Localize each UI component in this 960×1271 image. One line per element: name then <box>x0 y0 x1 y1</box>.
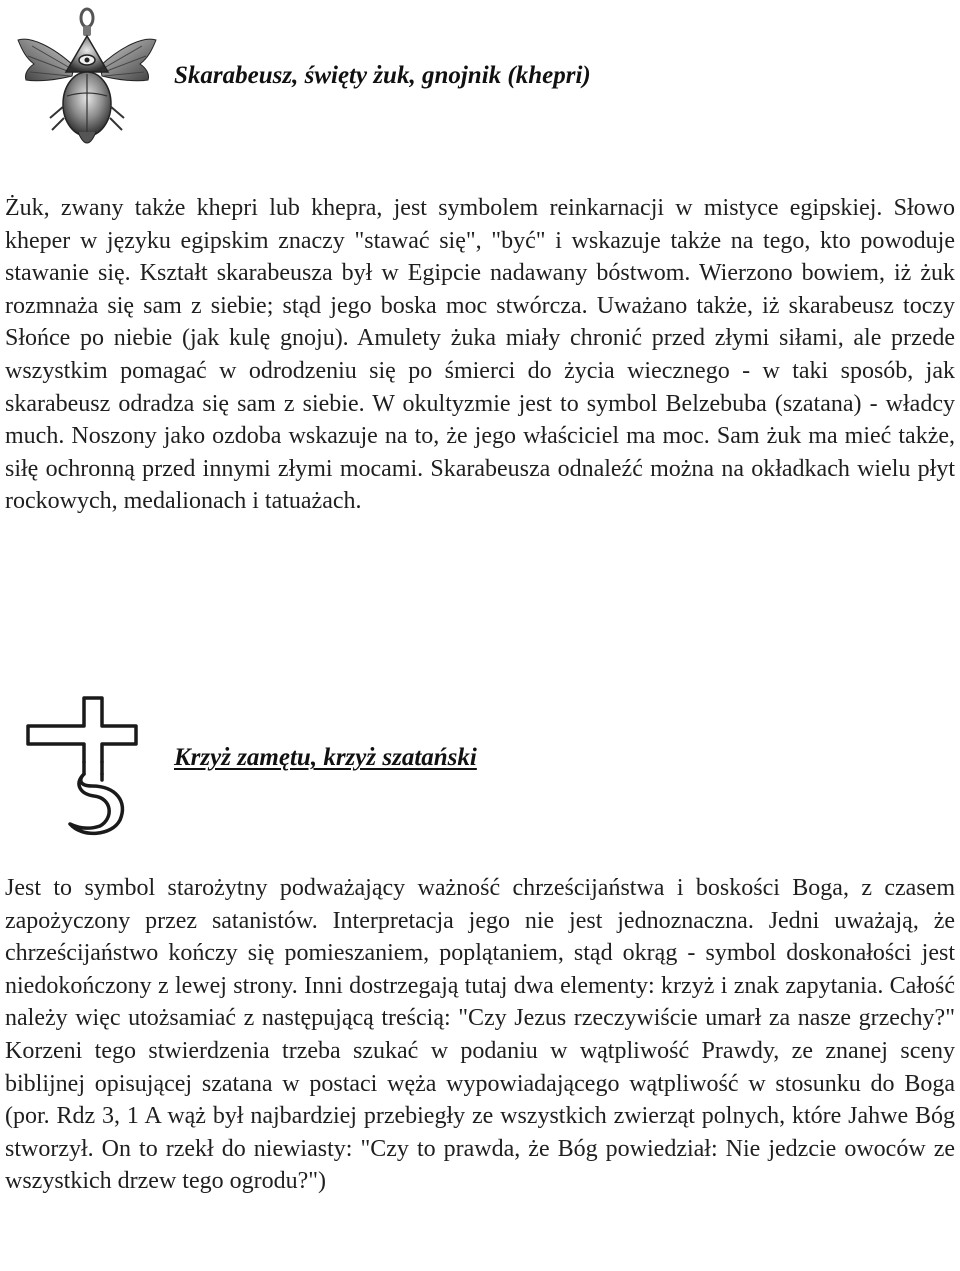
section-cross-header <box>0 680 960 840</box>
section-paragraph-scarab: Żuk, zwany także khepri lub khepra, jest symbolem reinkarnacji w mistyce egipskiej. Słowo kheper w języku egipskim znaczy "stawać się", "być" i wskazuje także na tego, kto powoduje stawanie się. Kształt skarabeusza był w Egipcie nadawany bóstwom. Wierzono bowiem, iż żuk rozmnaża się sam z siebie; stąd jego boska moc stwórcza. Uważano także, iż skarabeusz toczy Słońce po niebie (jak kulę gnoju). Amulety żuka miały chronić przed złymi siłami, ale przede wszystkim pomagać w odrodzeniu się po śmierci do życia wiecznego - w taki sposób, jak skarabeusz odradza się sam z siebie. W okultyzmie jest to symbol Belzebuba (szatana) - władcy much. Noszony jako ozdoba wskazuje na to, że jego właściciel ma moc. Sam żuk ma mieć także, siłę ochronną przed innymi złymi mocami. Skarabeusza odnaleźć można na okładkach wielu płyt rockowych, medalionach i tatuażach. <box>5 195 955 515</box>
scarab-amulet-icon <box>12 6 162 156</box>
section-scarab-header <box>0 0 960 160</box>
section-heading-scarab: Skarabeusz, święty żuk, gnojnik (khepri) <box>174 62 591 89</box>
cross-of-confusion-icon <box>18 688 168 838</box>
section-paragraph-cross: Jest to symbol starożytny podważający ważność chrześcijaństwa i boskości Boga, z czasem zapożyczony przez satanistów. Interpretacja jego nie jest jednoznaczna. Jedni uważają, że chrześcijaństwo kończy się pomieszaniem, poplątaniem, stąd okrąg - symbol doskonałości jest niedokończony z lewej strony. Inni dostrzegają tutaj dwa elementy: krzyż i znak zapytania. Całość należy więc utożsamiać z następującą treścią: "Czy Jezus rzeczywiście umarł za nasze grzechy?" Korzeni tego stwierdzenia trzeba szukać w podaniu w wątpliwość Prawdy, ze znanej sceny biblijnej opisującej szatana w postaci węża wypowiadającego wątpliwość w stosunku do Boga (por. Rdz 3, 1 A wąż był najbardziej przebiegły ze wszystkich zwierząt polnych, które Jahwe Bóg stworzył. On to rzekł do niewiasty: "Czy to prawda, że Bóg powiedział: Nie jedzcie owoców ze wszystkich drzew tego ogrodu?") <box>5 875 955 1195</box>
section-heading-cross: Krzyż zamętu, krzyż szatański <box>174 744 477 771</box>
